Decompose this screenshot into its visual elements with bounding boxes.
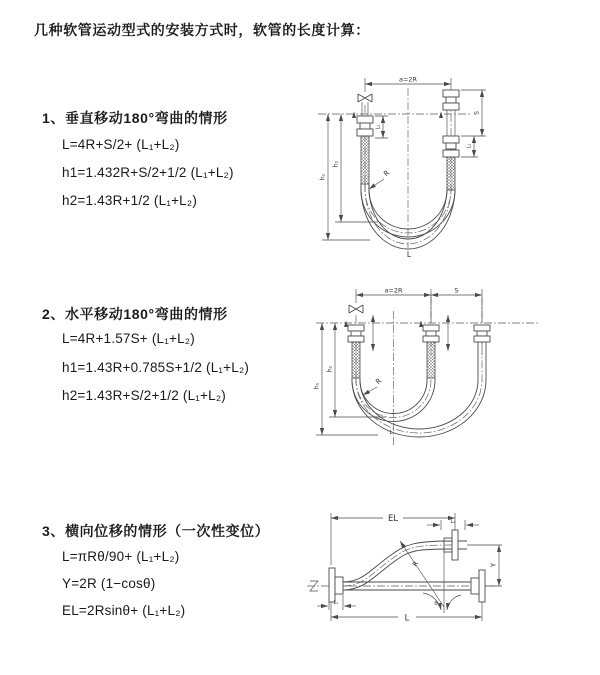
radius-callout (363, 377, 383, 395)
section2-formula-h1: h1=1.43R+0.785S+1/2 (L₁+L₂) (62, 360, 250, 375)
page-title: 几种软管运动型式的安装方式时，软管的长度计算： (34, 22, 370, 38)
lower-flange (471, 570, 485, 602)
braided-hose-section (427, 342, 435, 378)
a2r-label: a=2R (398, 75, 418, 84)
fittings (348, 325, 490, 378)
section3-formula-L: L=πRθ/90+ (L₁+L₂) (62, 549, 180, 564)
left-flange (329, 568, 343, 602)
fitting-length-dims (373, 315, 448, 351)
dimension-l1 (375, 116, 388, 138)
h1-label: h₁ (313, 382, 321, 390)
h2-label: h₂ (326, 365, 334, 373)
section2-formula-h2: h2=1.43R+S/2+1/2 (L₁+L₂) (62, 388, 226, 403)
l2-label: L₂ (450, 519, 456, 525)
right-fitting-lower (443, 136, 459, 190)
s-label: S (473, 111, 481, 115)
l1-label: L₁ (375, 124, 382, 130)
section3-formula-Y: Y=2R (1−cosθ) (62, 576, 156, 591)
y-label: Y (489, 562, 498, 568)
a2r-label: a=2R (384, 286, 403, 295)
section3-formula-EL: EL=2Rsinθ+ (L₁+L₂) (62, 603, 186, 618)
l-label: L (404, 613, 410, 624)
dimension-s (461, 90, 486, 136)
dimension-l1 (317, 595, 356, 610)
h2-label: h₂ (332, 160, 340, 168)
dimension-el (331, 513, 455, 565)
diagram-lateral-displacement (295, 505, 595, 650)
dimension-a2r (356, 287, 482, 324)
dimension-l (331, 602, 482, 624)
dimension-l2 (461, 136, 478, 157)
s-label: S (454, 286, 459, 295)
hose-s-curve (343, 541, 452, 590)
section1-formula-h2: h2=1.43R+1/2 (L₁+L₂) (62, 193, 198, 208)
section2-formula-L: L=4R+1.57S+ (L₁+L₂) (62, 331, 195, 346)
l1-label: L₁ (333, 600, 339, 606)
r-label: R (382, 168, 392, 179)
r-label: R (410, 559, 420, 569)
dimension-l2 (427, 519, 479, 530)
braided-hose-section (447, 157, 455, 190)
diagram-horizontal-180-bend (308, 283, 593, 461)
braided-hose-section (352, 342, 360, 378)
h1-label: h₁ (319, 173, 327, 181)
l2-label: L₂ (466, 143, 473, 149)
section2-heading: 2、水平移动180°弯曲的情形 (42, 306, 228, 322)
radius-callout (369, 169, 391, 189)
valve-icon (358, 94, 372, 102)
section1-formula-L: L=4R+S/2+ (L₁+L₂) (62, 137, 180, 152)
diagram-vertical-180-bend (308, 72, 593, 262)
l-label: L (406, 250, 412, 259)
section1-formula-h1: h1=1.432R+S/2+1/2 (L₁+L₂) (62, 165, 234, 180)
theta-label: θ (434, 601, 438, 607)
l-label: L (389, 430, 393, 436)
braided-hose-section (361, 136, 369, 184)
radius-line (400, 541, 444, 607)
dimension-s (431, 287, 482, 296)
dimension-h1 (314, 323, 379, 435)
section1-heading: 1、垂直移动180°弯曲的情形 (42, 110, 228, 126)
r-label: R (374, 376, 384, 387)
el-label: EL (387, 514, 399, 524)
valve-icon (349, 305, 363, 313)
section3-heading: 3、横向位移的情形（一次性变位） (42, 523, 270, 539)
